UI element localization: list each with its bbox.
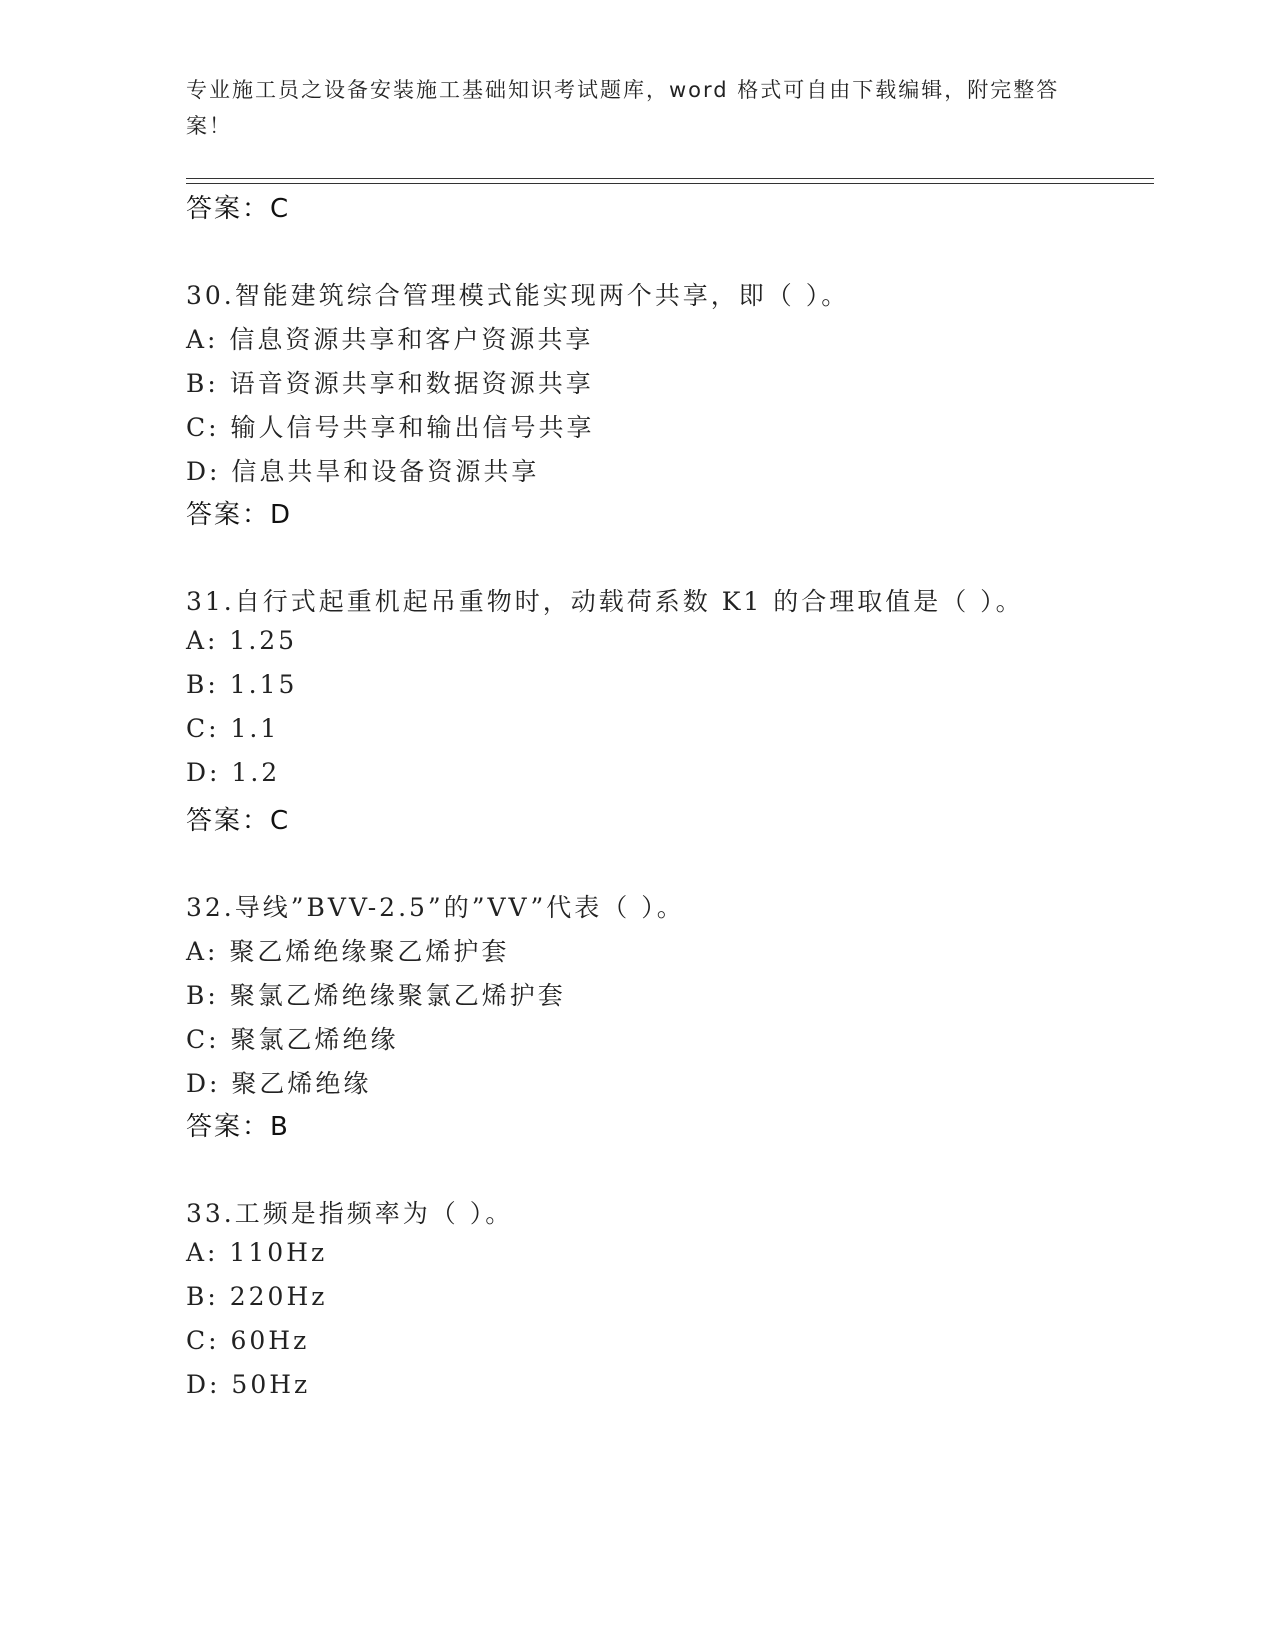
answer-value: C <box>270 194 290 224</box>
option-c: C: 输人信号共享和输出信号共享 <box>186 413 595 442</box>
answer-label: 答案： <box>186 500 271 530</box>
answer-line <box>186 188 289 225</box>
question-stem: 30.智能建筑综合管理模式能实现两个共享，即（ ）。 <box>186 281 850 310</box>
document-header: 专业施工员之设备安装施工基础知识考试题库，word 格式可自由下载编辑，附完整答案！ <box>186 78 1060 138</box>
question-stem: 31.自行式起重机起吊重物时，动载荷系数 K1 的合理取值是（ ）。 <box>186 587 1024 616</box>
answer-value: C <box>270 806 290 836</box>
option-d: D: 信息共旱和设备资源共享 <box>186 457 540 486</box>
option-b: B: 语音资源共享和数据资源共享 <box>186 369 594 398</box>
answer-line <box>186 1106 289 1143</box>
answer-value: D <box>270 500 292 530</box>
answer-value: B <box>270 1112 289 1142</box>
option-c: C: 1.1 <box>186 714 280 743</box>
option-a: A: 1.25 <box>186 626 298 655</box>
header-divider-bottom <box>186 183 1154 184</box>
option-c: C: 聚氯乙烯绝缘 <box>186 1025 399 1054</box>
option-b: B: 1.15 <box>186 670 298 699</box>
option-a: A: 聚乙烯绝缘聚乙烯护套 <box>186 937 510 966</box>
answer-label: 答案： <box>186 1112 271 1142</box>
option-d: D: 50Hz <box>186 1370 311 1399</box>
answer-line <box>186 800 289 837</box>
option-d: D: 1.2 <box>186 758 281 787</box>
question-stem: 33.工频是指频率为（ ）。 <box>186 1199 514 1228</box>
answer-line <box>186 494 291 531</box>
option-b: B: 聚氯乙烯绝缘聚氯乙烯护套 <box>186 981 566 1010</box>
option-a: A: 110Hz <box>186 1238 328 1267</box>
answer-label: 答案： <box>186 194 271 224</box>
header-divider-top <box>186 178 1154 179</box>
option-b: B: 220Hz <box>186 1282 328 1311</box>
option-d: D: 聚乙烯绝缘 <box>186 1069 372 1098</box>
option-c: C: 60Hz <box>186 1326 310 1355</box>
answer-label: 答案： <box>186 806 271 836</box>
option-a: A: 信息资源共享和客户资源共享 <box>186 325 594 354</box>
question-stem: 32.导线”BVV-2.5”的”VV”代表（ ）。 <box>186 893 685 922</box>
